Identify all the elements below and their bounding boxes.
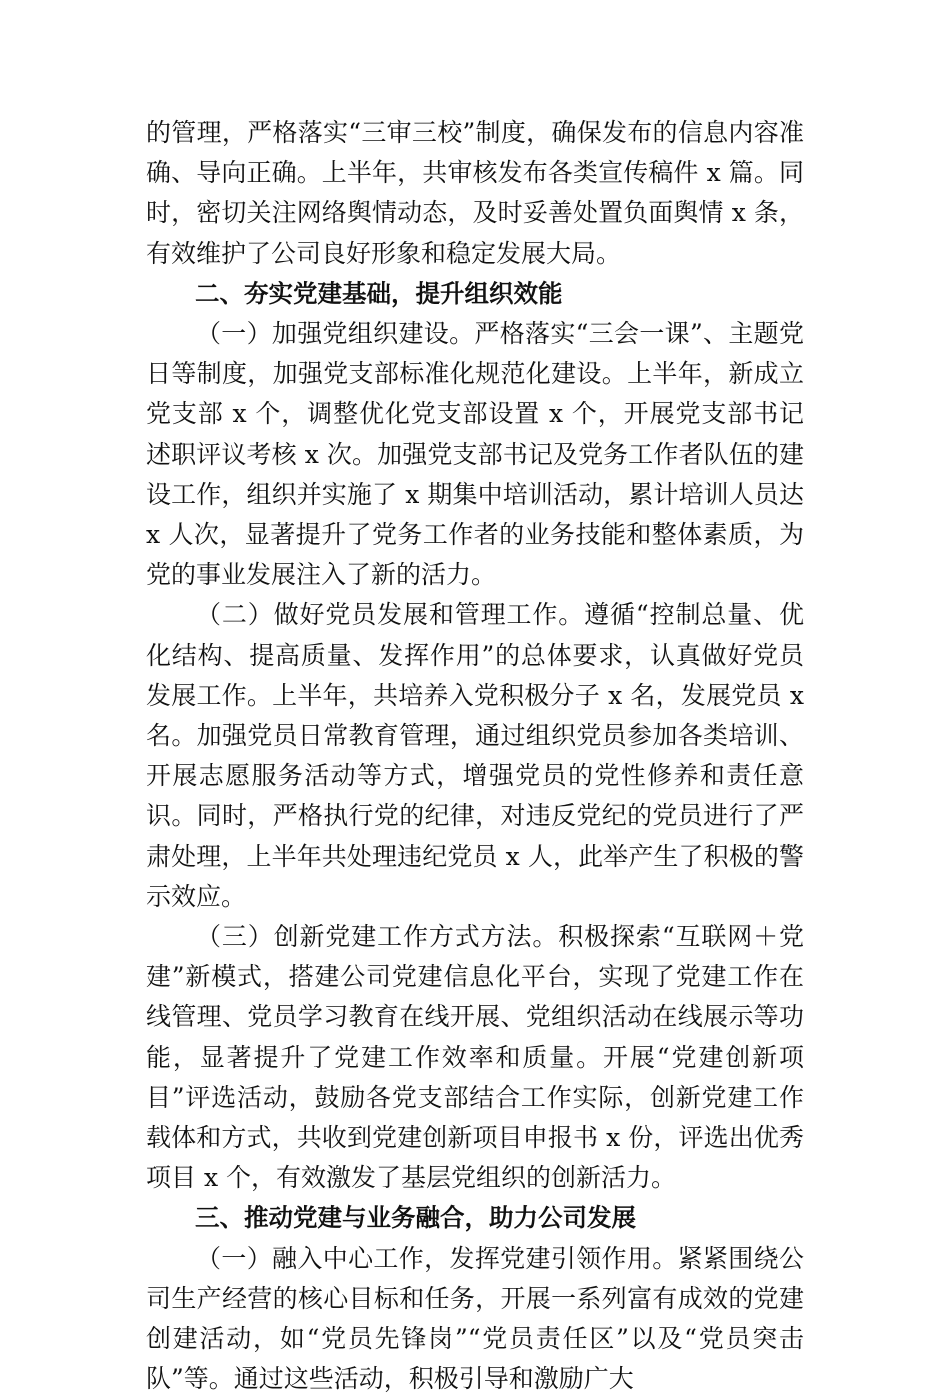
document-page <box>146 113 804 1400</box>
section-heading-3: 三、推动党建与业务融合，助力公司发展 <box>195 1203 636 1233</box>
paragraph-member-development: （二）做好党员发展和管理工作。遵循“控制总量、优化结构、提高质量、发挥作用”的总体要求，认真做好党员发展工作。上半年，共培养入党积极分子 x 名，发展党员 x 名。加强党员日常教育管理，通过组织党员参加各类培训、开展志愿服务活动等方式，增强党员的党性修养和责任意识。同时，严格执行党的纪律，对违反党纪的党员进行了严肃处理，上半年共处理违纪党员 x 人，此举产生了积极的警示效应。 <box>146 600 804 911</box>
paragraph-continuation: 的管理，严格落实“三审三校”制度，确保发布的信息内容准确、导向正确。上半年，共审核发布各类宣传稿件 x 篇。同时，密切关注网络舆情动态，及时妥善处置负面舆情 x 条，有效维护了公司良好形象和稳定发展大局。 <box>146 118 804 268</box>
paragraph-org-building: （一）加强党组织建设。严格落实“三会一课”、主题党日等制度，加强党支部标准化规范化建设。上半年，新成立党支部 x 个，调整优化党支部设置 x 个，开展党支部书记述职评议考核 x 次。加强党支部书记及党务工作者队伍的建设工作，组织并实施了 x 期集中培训活动，累计培训人员达 x 人次，显著提升了党务工作者的业务技能和整体素质，为党的事业发展注入了新的活力。 <box>146 319 804 590</box>
section-heading-2: 二、夯实党建基础，提升组织效能 <box>195 278 563 308</box>
paragraph-central-work: （一）融入中心工作，发挥党建引领作用。紧紧围绕公司生产经营的核心目标和任务，开展一系列富有成效的党建创建活动，如“党员先锋岗”“党员责任区”以及“党员突击队”等。通过这些活动，积极引导和激励广大 <box>146 1243 804 1394</box>
paragraph-innovation: （三）创新党建工作方式方法。积极探索“互联网＋党建”新模式，搭建公司党建信息化平台，实现了党建工作在线管理、党员学习教育在线开展、党组织活动在线展示等功能，显著提升了党建工作效率和质量。开展“党建创新项目”评选活动，鼓励各党支部结合工作实际，创新党建工作载体和方式，共收到党建创新项目申报书 x 份，评选出优秀项目 x 个，有效激发了基层党组织的创新活力。 <box>146 922 804 1193</box>
